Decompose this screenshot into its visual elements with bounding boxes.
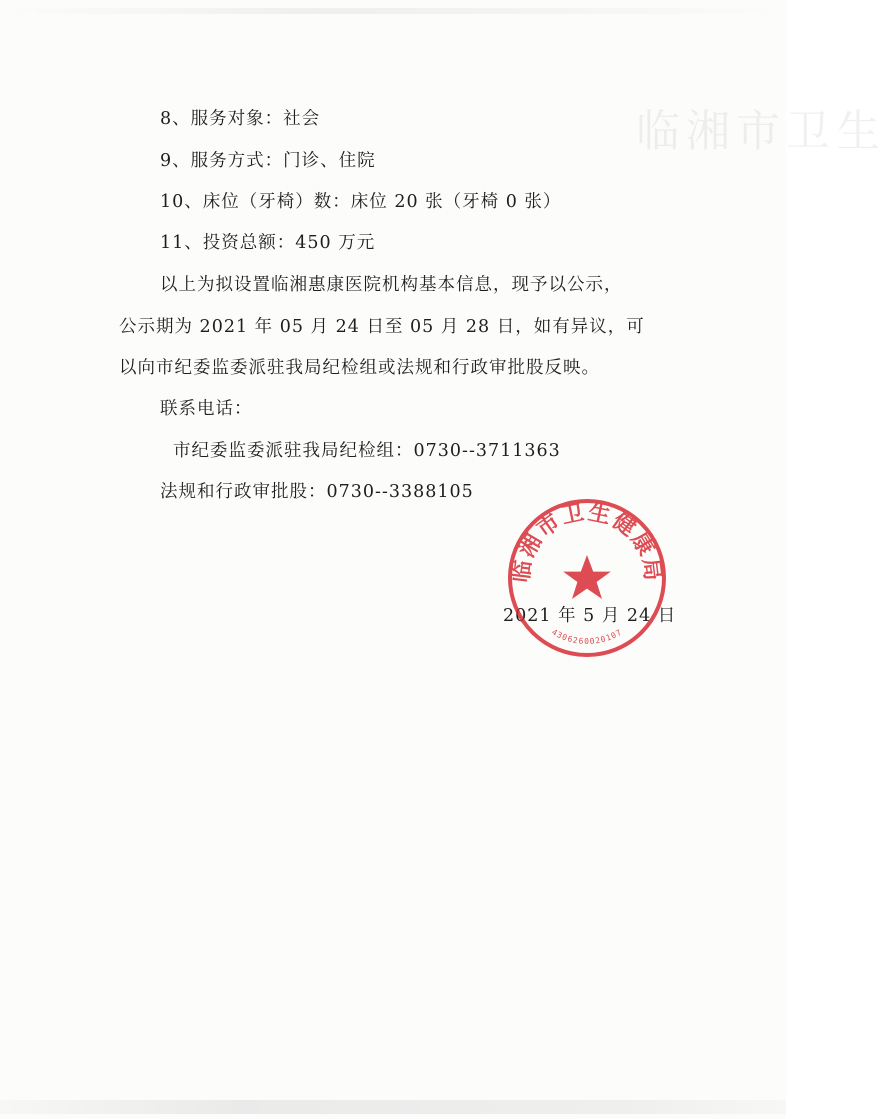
scan-edge-top [0,8,786,14]
contact-discipline-group: 市纪委监委派驻我局纪检组：0730--3711363 [173,441,561,461]
item-service-mode: 9、服务方式：门诊、住院 [160,151,376,171]
document-date: 2021 年 5 月 24 日 [503,606,677,626]
item-investment: 11、投资总额：450 万元 [160,233,376,253]
star-icon [563,555,611,599]
contact-legal-section: 法规和行政审批股：0730--3388105 [160,482,474,502]
contact-heading: 联系电话： [160,399,253,419]
paragraph-line-2: 公示期为 2021 年 05 月 24 日至 05 月 28 日，如有异议，可 [119,317,645,337]
item-beds: 10、床位（牙椅）数：床位 20 张（牙椅 0 张） [160,192,562,212]
seal-text: 临湘市卫生健康局 [508,499,666,584]
paragraph-line-1: 以上为拟设置临湘惠康医院机构基本信息，现予以公示， [160,275,623,295]
paragraph-line-3: 以向市纪委监委派驻我局纪检组或法规和行政审批股反映。 [119,358,600,378]
official-seal [506,497,668,659]
item-service-target: 8、服务对象：社会 [160,109,321,129]
seal-code: 4306260020107 [550,627,624,646]
scan-edge-bottom [0,1100,786,1114]
bleed-through: 临湘市卫生 [636,106,886,157]
